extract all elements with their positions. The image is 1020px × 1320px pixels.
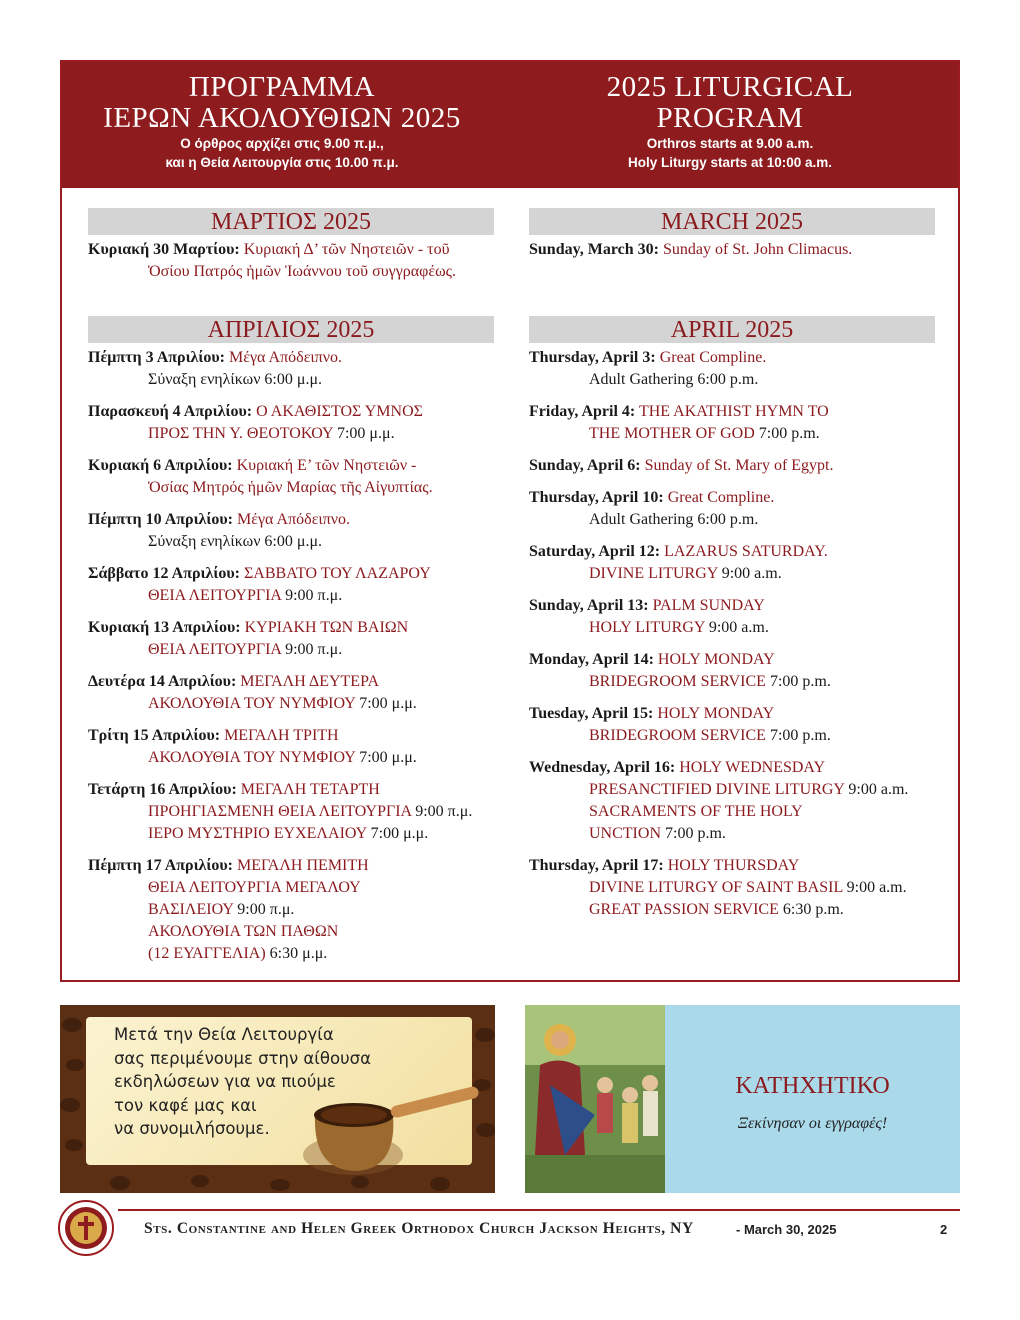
catechism-title: ΚΑΤΗΧΗΤΙΚΟ — [735, 1073, 890, 1099]
entry-service: GREAT PASSION SERVICE — [589, 901, 779, 918]
footer-church-name: Sts. Constantine and Helen Greek Orthodox Church Jackson Heights, NY — [144, 1220, 694, 1237]
greek-march-section — [88, 208, 494, 293]
banner-greek-title: ΠΡΟΓΡΑΜΜΑ — [188, 71, 376, 103]
entry-service: HOLY WEDNESDAY — [675, 759, 826, 776]
entry-time: 9:00 a.m. — [844, 781, 909, 798]
schedule-entry — [529, 455, 935, 477]
entry-service: ΜΕΓΑΛΗ ΔΕΥΤΕΡΑ — [236, 673, 380, 690]
banner-greek-orthros: Ο όρθρος αρχίζει στις 9.00 π.μ., — [180, 136, 384, 151]
entry-service: ΣΑΒΒΑΤΟ ΤΟΥ ΛΑΖΑΡΟΥ — [239, 565, 431, 582]
entry-service: Sunday of St. Mary of Egypt. — [640, 457, 834, 474]
entry-date: Thursday, April 3: — [529, 349, 656, 366]
program-banner — [62, 62, 958, 188]
entry-date: Κυριακή 6 Απριλίου: — [88, 457, 233, 474]
entry-date: Saturday, April 12: — [529, 543, 661, 560]
entry-service: HOLY THURSDAY — [663, 857, 800, 874]
entry-service: HOLY LITURGY — [589, 619, 705, 636]
entry-service: ΙΕΡΟ ΜΥΣΤΗΡΙΟ ΕΥΧΕΛΑΙΟΥ — [148, 825, 367, 842]
schedule-entry — [529, 541, 935, 585]
entry-time: 9:00 π.μ. — [281, 587, 343, 604]
entry-time: 7:00 p.m. — [661, 825, 726, 842]
schedule-entry — [88, 239, 494, 283]
entry-date: Thursday, April 17: — [529, 857, 664, 874]
entry-note: Σύναξη ενηλίκων 6:00 μ.μ. — [148, 371, 323, 388]
entry-date: Sunday, April 6: — [529, 457, 641, 474]
entry-time: 7:00 p.m. — [754, 425, 820, 442]
entry-service: Κυριακή Ε’ τῶν Νηστειῶν - — [232, 457, 417, 474]
entry-time: 9:00 π.μ. — [281, 641, 343, 658]
schedule-entry — [529, 595, 935, 639]
entry-time: 7:00 μ.μ. — [355, 695, 417, 712]
english-april-heading: APRIL 2025 — [529, 316, 935, 343]
entry-date: Friday, April 4: — [529, 403, 636, 420]
entry-service: PRESANCTIFIED DIVINE LITURGY — [589, 781, 845, 798]
entry-service: ΘΕΙΑ ΛΕΙΤΟΥΡΓΙΑ — [148, 587, 282, 604]
entry-service: HOLY MONDAY — [653, 705, 775, 722]
entry-service: ΑΚΟΛΟΥΘΙΑ ΤΟΥ ΝΥΜΦΙΟΥ — [148, 695, 356, 712]
english-april-section — [529, 316, 935, 931]
entry-date: Τρίτη 15 Απριλίου: — [88, 727, 221, 744]
entry-date: Δευτέρα 14 Απριλίου: — [88, 673, 237, 690]
entry-date: Sunday, April 13: — [529, 597, 649, 614]
christ-with-children-icon — [525, 1005, 665, 1193]
entry-time: 6:30 p.m. — [778, 901, 844, 918]
banner-greek — [62, 72, 502, 172]
liturgical-program-box — [60, 60, 960, 982]
schedule-entry — [529, 649, 935, 693]
banner-english-liturgy: Holy Liturgy starts at 10:00 a.m. — [627, 155, 833, 170]
footer-divider — [118, 1209, 960, 1211]
entry-date: Tuesday, April 15: — [529, 705, 654, 722]
schedule-entry-english-wed16 — [529, 757, 935, 845]
entry-time: 7:00 μ.μ. — [366, 825, 429, 842]
entry-date: Σάββατο 12 Απριλίου: — [88, 565, 240, 582]
schedule-entry — [529, 487, 935, 531]
entry-service: ΘΕΙΑ ΛΕΙΤΟΥΡΓΙΑ — [148, 641, 282, 658]
entry-service: ΑΚΟΛΟΥΘΙΑ ΤΟΥ ΝΥΜΦΙΟΥ — [148, 749, 356, 766]
coffee-pot-icon — [285, 1075, 485, 1185]
schedule-entry-english-thu17 — [529, 855, 935, 921]
entry-date: Τετάρτη 16 Απριλίου: — [88, 781, 237, 798]
banner-english-title: 2025 LITURGICAL — [606, 71, 854, 103]
entry-service: ΚΥΡΙΑΚΗ ΤΩΝ ΒΑΙΩΝ — [240, 619, 409, 636]
entry-service: Μέγα Απόδειπνο. — [233, 511, 351, 528]
schedule-entry — [88, 725, 494, 769]
entry-service: ΜΕΓΑΛΗ ΠΕΜΙΤΗ — [233, 857, 369, 874]
coffee-ad-line: εκδηλώσεων για να πιούμε — [114, 1072, 336, 1091]
entry-time: 9:00 a.m. — [842, 879, 907, 896]
entry-date: Παρασκευή 4 Απριλίου: — [88, 403, 253, 420]
footer-date: - March 30, 2025 — [736, 1222, 837, 1237]
schedule-entry — [88, 455, 494, 499]
entry-service: ΠΡΟΗΓΙΑΣΜΕΝΗ ΘΕΙΑ ΛΕΙΤΟΥΡΓΙΑ — [148, 803, 412, 820]
schedule-entry — [88, 509, 494, 553]
schedule-entry — [88, 347, 494, 391]
greek-april-section — [88, 316, 494, 975]
entry-service: Μέγα Απόδειπνο. — [225, 349, 343, 366]
coffee-hour-ad — [60, 1005, 495, 1193]
banner-english-orthros: Orthros starts at 9.00 a.m. — [646, 136, 814, 151]
entry-time: 7:00 p.m. — [765, 673, 831, 690]
entry-time: 6:30 μ.μ. — [265, 945, 328, 962]
schedule-entry — [529, 703, 935, 747]
entry-service: THE AKATHIST HYMN TO — [635, 403, 829, 420]
entry-date: Κυριακή 30 Μαρτίου: — [88, 241, 240, 258]
schedule-entry — [88, 563, 494, 607]
english-march-heading: MARCH 2025 — [529, 208, 935, 235]
entry-service: Ὁσίου Πατρός ἡμῶν Ἰωάννου τοῦ συγγραφέως. — [148, 263, 456, 280]
entry-service: Κυριακή Δ’ τῶν Νηστειῶν - τοῦ — [239, 241, 450, 258]
schedule-entry — [88, 401, 494, 445]
entry-time: 9:00 a.m. — [717, 565, 782, 582]
entry-note: Adult Gathering 6:00 p.m. — [589, 511, 759, 528]
entry-date: Wednesday, April 16: — [529, 759, 676, 776]
entry-service: DIVINE LITURGY OF SAINT BASIL — [589, 879, 843, 896]
greek-march-heading: ΜΑΡΤΙΟΣ 2025 — [88, 208, 494, 235]
coffee-ad-line: να συνομιλήσουμε. — [114, 1119, 270, 1138]
entry-date: Πέμπτη 3 Απριλίου: — [88, 349, 225, 366]
entry-service: Ὁσίας Μητρός ἡμῶν Μαρίας τῆς Αἰγυπτίας. — [148, 479, 433, 496]
entry-date: Κυριακή 13 Απριλίου: — [88, 619, 241, 636]
entry-service: ΜΕΓΑΛΗ ΤΡΙΤΗ — [220, 727, 339, 744]
entry-service: Ο ΑΚΑΘΙΣΤΟΣ ΥΜΝΟΣ — [252, 403, 423, 420]
coffee-ad-line: τον καφέ μας και — [114, 1095, 257, 1115]
entry-time: 7:00 μ.μ. — [355, 749, 417, 766]
entry-service: ΜΕΓΑΛΗ ΤΕΤΑΡΤΗ — [236, 781, 380, 798]
entry-time: 7:00 p.m. — [765, 727, 831, 744]
entry-date: Sunday, March 30: — [529, 241, 659, 258]
entry-service: ΘΕΙΑ ΛΕΙΤΟΥΡΓΙΑ ΜΕΓΑΛΟΥ — [148, 879, 361, 896]
schedule-entry — [529, 401, 935, 445]
entry-service: Great Compline. — [655, 349, 767, 366]
banner-english-title-2: PROGRAM — [656, 102, 804, 134]
schedule-entry — [529, 239, 935, 261]
entry-date: Πέμπτη 17 Απριλίου: — [88, 857, 233, 874]
schedule-entry-greek-thu17 — [88, 855, 494, 965]
entry-service: ΑΚΟΛΟΥΘΙΑ ΤΩΝ ΠΑΘΩΝ — [148, 923, 339, 940]
greek-april-heading: ΑΠΡΙΛΙΟΣ 2025 — [88, 316, 494, 343]
schedule-entry-greek-wed16 — [88, 779, 494, 845]
catechism-ad — [525, 1005, 960, 1193]
schedule-entry — [88, 671, 494, 715]
entry-service: HOLY MONDAY — [653, 651, 775, 668]
entry-service: ΒΑΣΙΛΕΙΟΥ — [148, 901, 234, 918]
entry-date: Πέμπτη 10 Απριλίου: — [88, 511, 233, 528]
entry-time: 9:00 π.μ. — [411, 803, 473, 820]
entry-service: (12 ΕΥΑΓΓΕΛΙΑ) — [148, 945, 266, 962]
banner-english — [510, 72, 950, 172]
entry-note: Adult Gathering 6:00 p.m. — [589, 371, 759, 388]
entry-time: 7:00 μ.μ. — [332, 425, 395, 442]
entry-service: BRIDEGROOM SERVICE — [589, 727, 766, 744]
catechism-subtitle: Ξεκίνησαν οι εγγραφές! — [737, 1115, 888, 1132]
entry-time: 9:00 a.m. — [704, 619, 769, 636]
entry-time: 9:00 π.μ. — [233, 901, 295, 918]
entry-service: LAZARUS SATURDAY. — [660, 543, 828, 560]
entry-note: Σύναξη ενηλίκων 6:00 μ.μ. — [148, 533, 323, 550]
entry-date: Thursday, April 10: — [529, 489, 664, 506]
coffee-ad-line: Μετά την Θεία Λειτουργία — [114, 1025, 334, 1044]
banner-greek-title-2: ΙΕΡΩΝ ΑΚΟΛΟΥΘΙΩΝ 2025 — [103, 102, 461, 134]
entry-service: Great Compline. — [663, 489, 775, 506]
coffee-ad-line: σας περιμένουμε στην αίθουσα — [114, 1048, 371, 1068]
entry-service: UNCTION — [589, 825, 661, 842]
entry-service: Sunday of St. John Climacus. — [658, 241, 853, 258]
entry-service: SACRAMENTS OF THE HOLY — [589, 803, 803, 820]
english-march-section — [529, 208, 935, 271]
entry-service: PALM SUNDAY — [648, 597, 765, 614]
church-seal-logo — [58, 1200, 114, 1256]
schedule-entry — [88, 617, 494, 661]
entry-service: ΠΡΟΣ ΤΗΝ Υ. ΘΕΟΤΟΚΟΥ — [148, 425, 333, 442]
entry-date: Monday, April 14: — [529, 651, 654, 668]
schedule-entry — [529, 347, 935, 391]
banner-greek-liturgy: και η Θεία Λειτουργία στις 10.00 π.μ. — [165, 155, 399, 170]
entry-service: THE MOTHER OF GOD — [589, 425, 755, 442]
entry-service: DIVINE LITURGY — [589, 565, 718, 582]
entry-service: BRIDEGROOM SERVICE — [589, 673, 766, 690]
page-number: 2 — [940, 1222, 948, 1237]
